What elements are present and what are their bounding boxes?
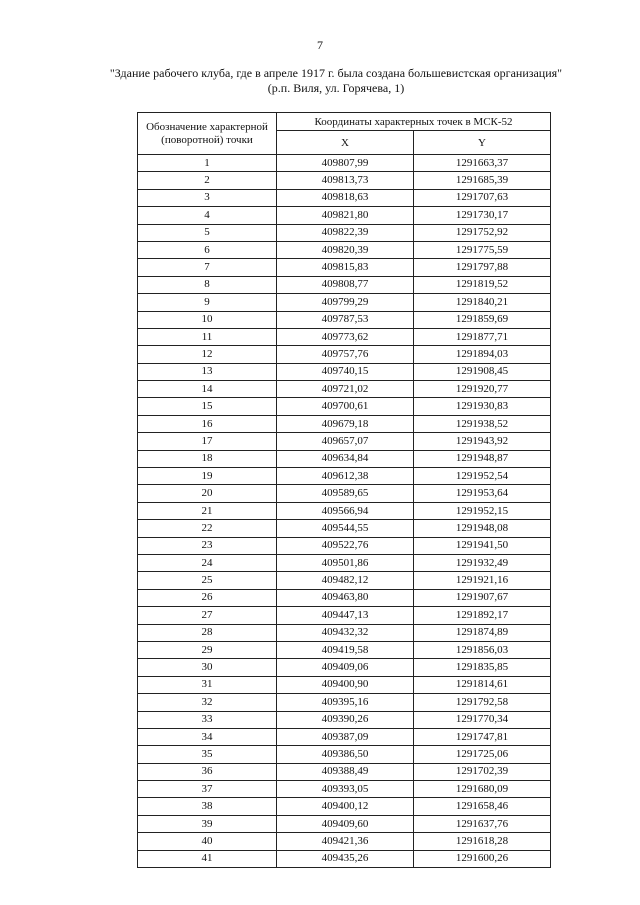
x-coordinate-cell: 409386,50 (277, 746, 414, 763)
y-coordinate-cell: 1291637,76 (414, 815, 551, 832)
table-row (138, 815, 551, 832)
y-coordinate-cell: 1291792,58 (414, 694, 551, 711)
x-coordinate-cell: 409390,26 (277, 711, 414, 728)
y-coordinate-cell: 1291835,85 (414, 659, 551, 676)
point-number-cell: 25 (138, 572, 277, 589)
table-row (138, 572, 551, 589)
y-coordinate-cell: 1291752,92 (414, 224, 551, 241)
point-number-cell: 33 (138, 711, 277, 728)
point-number-cell: 21 (138, 502, 277, 519)
table-row (138, 589, 551, 606)
point-number-cell: 26 (138, 589, 277, 606)
y-coordinate-cell: 1291770,34 (414, 711, 551, 728)
table-row (138, 172, 551, 189)
x-coordinate-cell: 409409,06 (277, 659, 414, 676)
x-coordinate-cell: 409813,73 (277, 172, 414, 189)
table-row (138, 763, 551, 780)
table-row (138, 294, 551, 311)
point-number-cell: 9 (138, 294, 277, 311)
title-line-1: "Здание рабочего клуба, где в апреле 1917 г. была создана большевистская организация" (109, 66, 563, 80)
table-row (138, 224, 551, 241)
x-coordinate-cell: 409740,15 (277, 363, 414, 380)
y-coordinate-cell: 1291920,77 (414, 381, 551, 398)
y-coordinate-cell: 1291952,54 (414, 468, 551, 485)
point-number-cell: 13 (138, 363, 277, 380)
table-row (138, 207, 551, 224)
x-coordinate-cell: 409501,86 (277, 554, 414, 571)
table-row (138, 798, 551, 815)
x-coordinate-cell: 409388,49 (277, 763, 414, 780)
x-coordinate-cell: 409387,09 (277, 728, 414, 745)
y-coordinate-cell: 1291797,88 (414, 259, 551, 276)
x-coordinate-cell: 409395,16 (277, 694, 414, 711)
header-x: X (277, 131, 414, 155)
y-coordinate-cell: 1291840,21 (414, 294, 551, 311)
point-number-cell: 28 (138, 624, 277, 641)
point-number-cell: 23 (138, 537, 277, 554)
x-coordinate-cell: 409566,94 (277, 502, 414, 519)
y-coordinate-cell: 1291856,03 (414, 641, 551, 658)
y-coordinate-cell: 1291658,46 (414, 798, 551, 815)
x-coordinate-cell: 409482,12 (277, 572, 414, 589)
y-coordinate-cell: 1291702,39 (414, 763, 551, 780)
table-row (138, 241, 551, 258)
point-number-cell: 16 (138, 415, 277, 432)
x-coordinate-cell: 409589,65 (277, 485, 414, 502)
title-line-2: (р.п. Виля, ул. Горячева, 1) (267, 81, 405, 95)
point-number-cell: 34 (138, 728, 277, 745)
y-coordinate-cell: 1291775,59 (414, 241, 551, 258)
x-coordinate-cell: 409822,39 (277, 224, 414, 241)
y-coordinate-cell: 1291921,16 (414, 572, 551, 589)
table-row (138, 833, 551, 850)
y-coordinate-cell: 1291707,63 (414, 189, 551, 206)
x-coordinate-cell: 409432,32 (277, 624, 414, 641)
x-coordinate-cell: 409700,61 (277, 398, 414, 415)
table-row (138, 189, 551, 206)
table-row (138, 728, 551, 745)
x-coordinate-cell: 409409,60 (277, 815, 414, 832)
x-coordinate-cell: 409821,80 (277, 207, 414, 224)
table-row (138, 450, 551, 467)
y-coordinate-cell: 1291819,52 (414, 276, 551, 293)
y-coordinate-cell: 1291874,89 (414, 624, 551, 641)
point-number-cell: 37 (138, 781, 277, 798)
y-coordinate-cell: 1291938,52 (414, 415, 551, 432)
y-coordinate-cell: 1291618,28 (414, 833, 551, 850)
x-coordinate-cell: 409421,36 (277, 833, 414, 850)
table-row (138, 746, 551, 763)
x-coordinate-cell: 409820,39 (277, 241, 414, 258)
table-row (138, 502, 551, 519)
y-coordinate-cell: 1291663,37 (414, 155, 551, 172)
point-number-cell: 41 (138, 850, 277, 867)
table-row (138, 485, 551, 502)
y-coordinate-cell: 1291859,69 (414, 311, 551, 328)
point-number-cell: 29 (138, 641, 277, 658)
point-number-cell: 20 (138, 485, 277, 502)
table-row (138, 659, 551, 676)
point-number-cell: 8 (138, 276, 277, 293)
y-coordinate-cell: 1291892,17 (414, 607, 551, 624)
y-coordinate-cell: 1291932,49 (414, 554, 551, 571)
point-number-cell: 32 (138, 694, 277, 711)
table-row (138, 607, 551, 624)
y-coordinate-cell: 1291600,26 (414, 850, 551, 867)
table-row (138, 363, 551, 380)
x-coordinate-cell: 409447,13 (277, 607, 414, 624)
point-number-cell: 39 (138, 815, 277, 832)
y-coordinate-cell: 1291680,09 (414, 781, 551, 798)
point-number-cell: 19 (138, 468, 277, 485)
y-coordinate-cell: 1291930,83 (414, 398, 551, 415)
y-coordinate-cell: 1291948,08 (414, 520, 551, 537)
table-row (138, 276, 551, 293)
x-coordinate-cell: 409787,53 (277, 311, 414, 328)
point-number-cell: 40 (138, 833, 277, 850)
y-coordinate-cell: 1291730,17 (414, 207, 551, 224)
x-coordinate-cell: 409679,18 (277, 415, 414, 432)
y-coordinate-cell: 1291941,50 (414, 537, 551, 554)
point-number-cell: 4 (138, 207, 277, 224)
table-row (138, 381, 551, 398)
y-coordinate-cell: 1291907,67 (414, 589, 551, 606)
point-number-cell: 18 (138, 450, 277, 467)
y-coordinate-cell: 1291953,64 (414, 485, 551, 502)
x-coordinate-cell: 409634,84 (277, 450, 414, 467)
table-row (138, 781, 551, 798)
point-number-cell: 36 (138, 763, 277, 780)
point-number-cell: 6 (138, 241, 277, 258)
header-y: Y (414, 131, 551, 155)
x-coordinate-cell: 409815,83 (277, 259, 414, 276)
y-coordinate-cell: 1291877,71 (414, 328, 551, 345)
point-number-cell: 7 (138, 259, 277, 276)
table-row (138, 676, 551, 693)
table-row (138, 155, 551, 172)
x-coordinate-cell: 409799,29 (277, 294, 414, 311)
point-number-cell: 14 (138, 381, 277, 398)
point-number-cell: 24 (138, 554, 277, 571)
point-number-cell: 30 (138, 659, 277, 676)
point-number-cell: 31 (138, 676, 277, 693)
table-row (138, 624, 551, 641)
coordinates-table (137, 112, 551, 868)
y-coordinate-cell: 1291725,06 (414, 746, 551, 763)
table-row (138, 398, 551, 415)
x-coordinate-cell: 409773,62 (277, 328, 414, 345)
table-row (138, 328, 551, 345)
header-coordinates: Координаты характерных точек в МСК-52 (277, 113, 551, 131)
y-coordinate-cell: 1291948,87 (414, 450, 551, 467)
table-row (138, 850, 551, 867)
x-coordinate-cell: 409657,07 (277, 433, 414, 450)
document-title (40, 66, 632, 96)
x-coordinate-cell: 409435,26 (277, 850, 414, 867)
y-coordinate-cell: 1291943,92 (414, 433, 551, 450)
y-coordinate-cell: 1291894,03 (414, 346, 551, 363)
page-number: 7 (317, 38, 323, 52)
x-coordinate-cell: 409544,55 (277, 520, 414, 537)
x-coordinate-cell: 409522,76 (277, 537, 414, 554)
point-number-cell: 35 (138, 746, 277, 763)
x-coordinate-cell: 409463,80 (277, 589, 414, 606)
y-coordinate-cell: 1291685,39 (414, 172, 551, 189)
point-number-cell: 15 (138, 398, 277, 415)
point-number-cell: 17 (138, 433, 277, 450)
point-number-cell: 10 (138, 311, 277, 328)
point-number-cell: 38 (138, 798, 277, 815)
point-number-cell: 11 (138, 328, 277, 345)
table-row (138, 311, 551, 328)
table-row (138, 694, 551, 711)
y-coordinate-cell: 1291814,61 (414, 676, 551, 693)
x-coordinate-cell: 409757,76 (277, 346, 414, 363)
x-coordinate-cell: 409400,12 (277, 798, 414, 815)
table-row (138, 468, 551, 485)
table-row (138, 433, 551, 450)
x-coordinate-cell: 409400,90 (277, 676, 414, 693)
x-coordinate-cell: 409612,38 (277, 468, 414, 485)
header-point-name: Обозначение характерной (поворотной) точки (138, 113, 277, 155)
table-row (138, 537, 551, 554)
x-coordinate-cell: 409808,77 (277, 276, 414, 293)
point-number-cell: 2 (138, 172, 277, 189)
y-coordinate-cell: 1291952,15 (414, 502, 551, 519)
table-row (138, 554, 551, 571)
table-row (138, 259, 551, 276)
table-row (138, 346, 551, 363)
x-coordinate-cell: 409419,58 (277, 641, 414, 658)
point-number-cell: 12 (138, 346, 277, 363)
table-row (138, 520, 551, 537)
x-coordinate-cell: 409721,02 (277, 381, 414, 398)
point-number-cell: 27 (138, 607, 277, 624)
point-number-cell: 1 (138, 155, 277, 172)
table-row (138, 415, 551, 432)
x-coordinate-cell: 409818,63 (277, 189, 414, 206)
point-number-cell: 5 (138, 224, 277, 241)
point-number-cell: 22 (138, 520, 277, 537)
x-coordinate-cell: 409393,05 (277, 781, 414, 798)
x-coordinate-cell: 409807,99 (277, 155, 414, 172)
y-coordinate-cell: 1291908,45 (414, 363, 551, 380)
point-number-cell: 3 (138, 189, 277, 206)
table-row (138, 641, 551, 658)
table-row (138, 711, 551, 728)
y-coordinate-cell: 1291747,81 (414, 728, 551, 745)
